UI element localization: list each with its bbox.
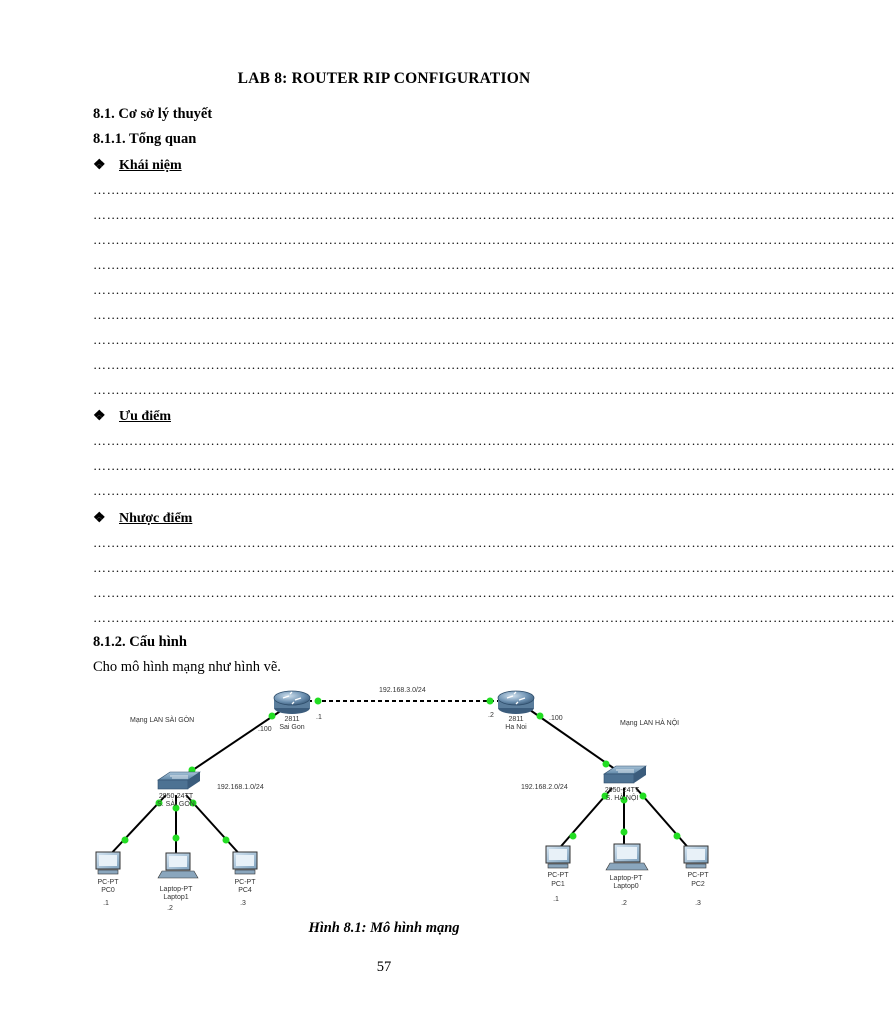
port-dot	[315, 698, 322, 705]
host-type: PC-PT	[234, 879, 256, 886]
diamond-bullet-icon: ❖	[93, 511, 106, 526]
host-ip: .2	[621, 900, 627, 907]
pc0-icon	[96, 852, 120, 874]
port-dot	[223, 837, 230, 844]
network-diagram	[80, 680, 720, 915]
host-name: Laptop1	[163, 894, 189, 901]
lan-sg-network: 192.168.1.0/24	[217, 784, 264, 791]
port-dot	[603, 761, 610, 768]
port-dot	[173, 835, 180, 842]
diamond-bullet-icon: ❖	[93, 409, 106, 424]
bullet-label: Ưu điểm	[119, 409, 171, 424]
dotted-line: ……………………………………………………………………………………………………………………………………………………………	[93, 382, 895, 397]
page-title: LAB 8: ROUTER RIP CONFIGURATION	[237, 70, 531, 87]
host-type: PC-PT	[547, 872, 569, 879]
port-dot	[570, 833, 577, 840]
page-number: 57	[376, 959, 392, 975]
host-name: PC1	[551, 881, 565, 888]
host-type: PC-PT	[687, 872, 709, 879]
port-dot	[640, 793, 647, 800]
switch-sai-gon-icon	[158, 772, 200, 789]
section-heading-8-1-2: 8.1.2. Cấu hình	[93, 634, 187, 650]
lan-sg-label: Mạng LAN SÀI GÒN	[130, 717, 195, 724]
dotted-line: ……………………………………………………………………………………………………………………………………………………………	[93, 560, 895, 575]
port-dot	[674, 833, 681, 840]
router-ha-noi-icon	[498, 691, 534, 714]
host-ip: .3	[695, 900, 701, 907]
host-ip: .2	[167, 905, 173, 912]
dotted-line: ……………………………………………………………………………………………………………………………………………………………	[93, 610, 895, 625]
host-ip: .3	[240, 900, 246, 907]
dotted-line: ……………………………………………………………………………………………………………………………………………………………	[93, 232, 895, 247]
host-name: PC2	[691, 881, 705, 888]
router-sg-name: Sai Gon	[279, 724, 305, 731]
host-type: PC-PT	[97, 879, 119, 886]
dotted-line: ……………………………………………………………………………………………………………………………………………………………	[93, 332, 895, 347]
switch-sg-model: 2950-24TT	[158, 793, 194, 800]
dotted-line: ……………………………………………………………………………………………………………………………………………………………	[93, 483, 895, 498]
dotted-line: ……………………………………………………………………………………………………………………………………………………………	[93, 307, 895, 322]
lan-hn-network: 192.168.2.0/24	[521, 784, 568, 791]
port-indicators	[122, 698, 681, 844]
router-sg-model: 2811	[284, 716, 300, 723]
dotted-line: ……………………………………………………………………………………………………………………………………………………………	[93, 535, 895, 550]
port-dot	[269, 713, 276, 720]
bullet-label: Khái niệm	[119, 158, 182, 173]
pc2-icon	[684, 846, 708, 868]
port-dot	[621, 829, 628, 836]
dotted-line: ……………………………………………………………………………………………………………………………………………………………	[93, 357, 895, 372]
port-dot	[537, 713, 544, 720]
switch-hn-model: 2950-24TT	[604, 787, 640, 794]
port-dot	[487, 698, 494, 705]
host-name: PC4	[238, 887, 252, 894]
switch-ha-noi-icon	[604, 766, 646, 783]
pc4-icon	[233, 852, 257, 874]
dotted-line: ……………………………………………………………………………………………………………………………………………………………	[93, 282, 895, 297]
switch-hn-name: S. HÀ NỘI	[605, 795, 639, 802]
dotted-line: ……………………………………………………………………………………………………………………………………………………………	[93, 182, 895, 197]
wan-network-label: 192.168.3.0/24	[379, 687, 426, 694]
dotted-line: ……………………………………………………………………………………………………………………………………………………………	[93, 585, 895, 600]
host-name: Laptop0	[613, 883, 639, 890]
bullet-uu-diem	[93, 408, 171, 425]
bullet-label: Nhược điểm	[119, 511, 193, 526]
section-heading-8-1: 8.1. Cơ sở lý thuyết	[93, 106, 213, 122]
laptop1-icon	[158, 853, 198, 878]
host-name: PC0	[101, 887, 115, 894]
router-hn-model: 2811	[508, 716, 524, 723]
dotted-line: ……………………………………………………………………………………………………………………………………………………………	[93, 257, 895, 272]
router-hn-wan-ip: .2	[488, 712, 494, 719]
bullet-nhuoc-diem	[93, 510, 192, 527]
switch-sg-name: S. SÀI GÒN	[157, 801, 195, 808]
router-hn-lan-ip: .100	[549, 715, 563, 722]
lan-hn-label: Mạng LAN HÀ NỘI	[620, 720, 680, 727]
port-dot	[122, 837, 129, 844]
router-hn-name: Ha Noi	[505, 724, 527, 731]
intro-paragraph: Cho mô hình mạng như hình vẽ.	[93, 659, 281, 675]
dotted-line: ……………………………………………………………………………………………………………………………………………………………	[93, 458, 895, 473]
router-sai-gon-icon	[274, 691, 310, 714]
figure-caption: Hình 8.1: Mô hình mạng	[308, 920, 460, 936]
pc1-icon	[546, 846, 570, 868]
bullet-khai-niem	[93, 157, 182, 174]
host-type: Laptop-PT	[609, 875, 643, 882]
diamond-bullet-icon: ❖	[93, 158, 106, 173]
laptop0-icon	[606, 844, 648, 870]
dotted-line: ……………………………………………………………………………………………………………………………………………………………	[93, 207, 895, 222]
host-ip: .1	[553, 896, 559, 903]
router-sg-lan-ip: .100	[258, 726, 272, 733]
host-type: Laptop-PT	[159, 886, 193, 893]
host-ip: .1	[103, 900, 109, 907]
router-sg-wan-ip: .1	[316, 714, 322, 721]
dotted-line: ……………………………………………………………………………………………………………………………………………………………	[93, 433, 895, 448]
section-heading-8-1-1: 8.1.1. Tổng quan	[93, 131, 197, 147]
